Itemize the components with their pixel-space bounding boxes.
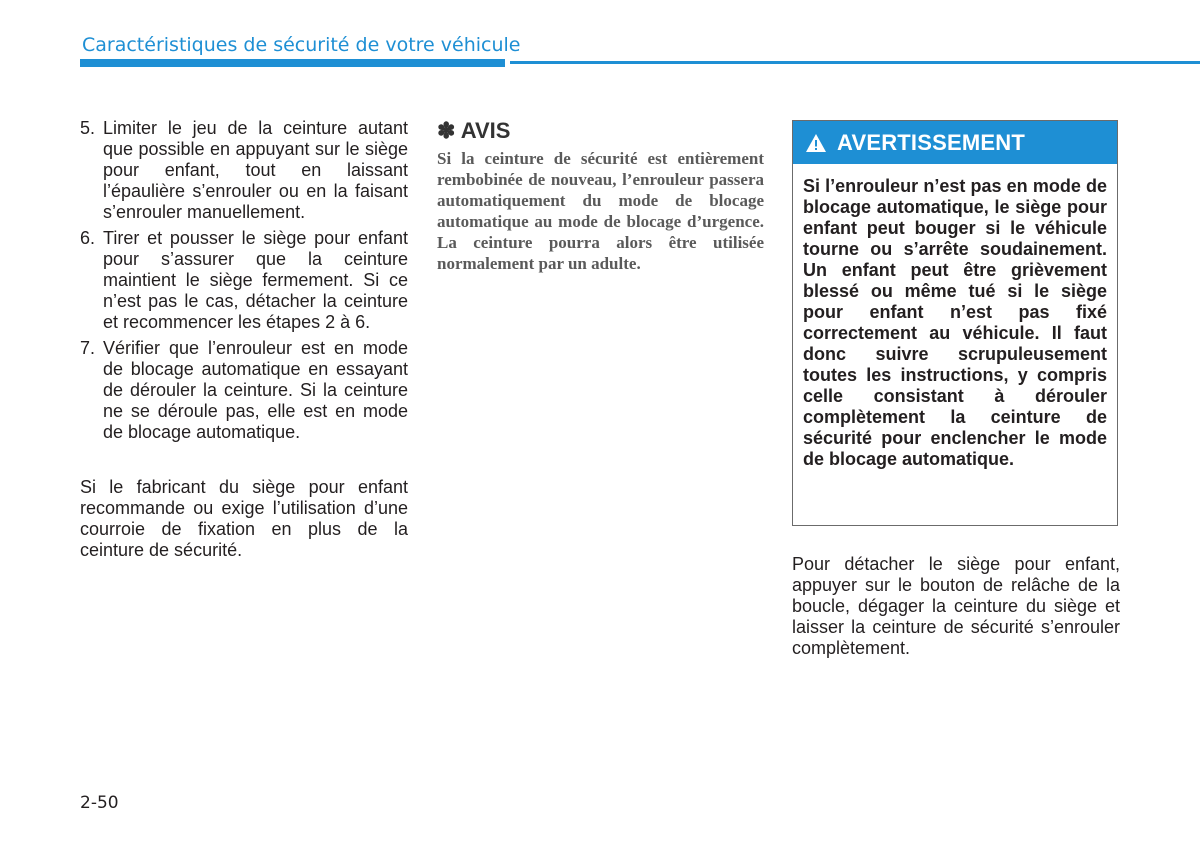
step-number: 7. xyxy=(80,338,96,358)
step-number: 5. xyxy=(80,118,96,138)
step-item xyxy=(80,338,408,443)
step-item xyxy=(80,228,408,333)
header-rule-thin xyxy=(510,61,1200,64)
detach-paragraph: Pour détacher le siège pour enfant, appuyer sur le bouton de relâche de la boucle, dégager la ceinture du siège et laisser la ceinture de sécurité s’enrouler complètement. xyxy=(792,554,1120,658)
warning-box xyxy=(792,120,1118,526)
warning-triangle-icon xyxy=(805,133,827,153)
section-title: Caractéristiques de sécurité de votre véhicule xyxy=(82,34,521,56)
warning-header xyxy=(793,121,1117,164)
warning-title: AVERTISSEMENT xyxy=(837,129,1025,155)
step-item xyxy=(80,118,408,223)
warning-body: Si l’enrouleur n’est pas en mode de blocage automatique, le siège pour enfant peut bouger si le véhicule tourne ou s’arrête soudainement. Un enfant peut être grièvement blessé ou même tué si le siège pour enfant n’est pas fixé correctement au véhicule. Il faut donc suivre scrupuleusement toutes les instructions, y compris celle consistant à dérouler complètement la ceinture de sécurité pour enclencher le mode de blocage automatique. xyxy=(803,176,1107,469)
notice-section xyxy=(437,117,764,274)
step-text: Tirer et pousser le siège pour enfant pour s’assurer que la ceinture maintient le siège fermement. Si ce n’est pas le cas, détacher la ceinture et recommencer les étapes 2 à 6. xyxy=(103,228,408,332)
tether-paragraph: Si le fabricant du siège pour enfant recommande ou exige l’utilisation d’une courroie de fixation en plus de la ceinture de sécurité. xyxy=(80,477,408,560)
step-number: 6. xyxy=(80,228,96,248)
notice-heading: ✽ AVIS xyxy=(437,118,511,143)
header-rule-thick xyxy=(80,59,505,67)
step-text: Vérifier que l’enrouleur est en mode de blocage automatique en essayant de dérouler la ceinture. Si la ceinture ne se déroule pas, elle est en mode de blocage automatique. xyxy=(103,338,408,442)
page-number: 2-50 xyxy=(80,793,119,813)
notice-body: Si la ceinture de sécurité est entièrement rembobinée de nouveau, l’enrouleur passera automatiquement du mode de blocage automatique au mode de blocage d’urgence. La ceinture pourra alors être utilisée normalement par un adulte. xyxy=(437,149,764,273)
step-text: Limiter le jeu de la ceinture autant que possible en appuyant sur le siège pour enfant, tout en laissant l’épaulière s’enrouler ou en la faisant s’enrouler manuellement. xyxy=(103,118,408,222)
left-column xyxy=(80,118,408,579)
